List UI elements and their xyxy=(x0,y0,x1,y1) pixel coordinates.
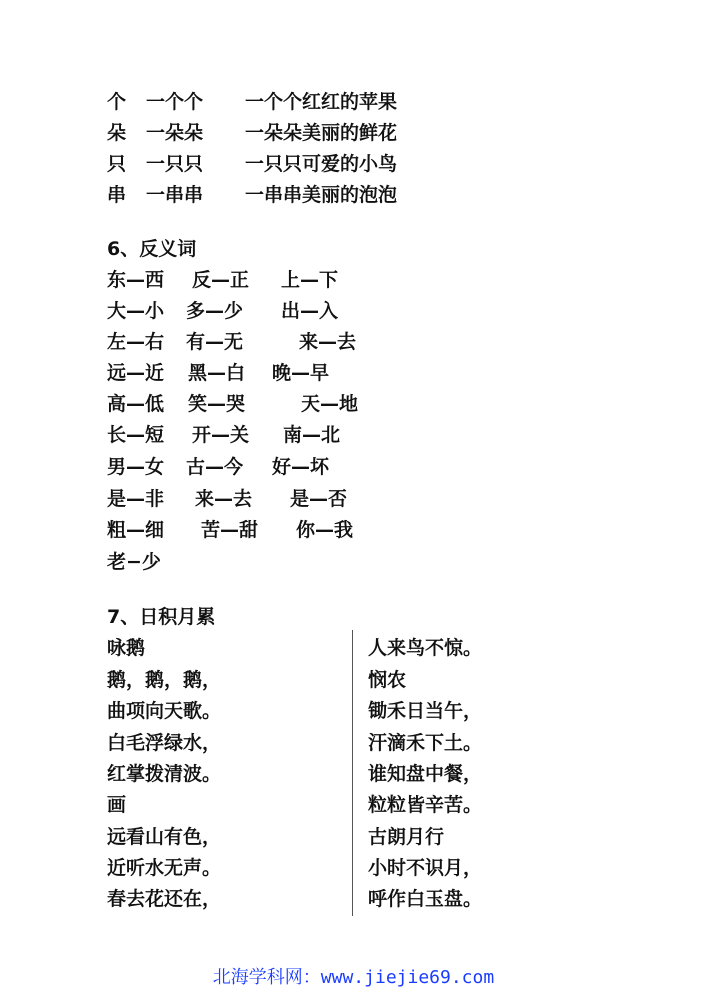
column-divider xyxy=(352,630,353,916)
antonym-pair: 男—女 xyxy=(107,456,165,478)
measure-word-phrase: 一个个红红的苹果 xyxy=(245,91,398,113)
antonym-pair: 粗—细 xyxy=(107,519,165,541)
poem-line-left: 春去花还在， xyxy=(107,888,222,910)
antonym-pair: 笑—哭 xyxy=(188,393,246,415)
antonym-pair: 你—我 xyxy=(296,519,354,541)
footer-label: 北海学科网： xyxy=(212,967,321,988)
antonym-pair: 是—否 xyxy=(290,488,348,510)
antonym-pair: 古—今 xyxy=(186,456,244,478)
antonym-pair: 好—坏 xyxy=(272,456,330,478)
measure-word: 个 xyxy=(107,91,127,113)
antonym-pair: 东—西 xyxy=(107,269,165,291)
antonym-pair: 远—近 xyxy=(107,362,165,384)
poem-line-right: 小时不识月， xyxy=(368,857,483,879)
poem-line-left: 咏鹅 xyxy=(107,637,146,659)
antonym-pair: 上—下 xyxy=(281,269,339,291)
poem-line-right: 粒粒皆辛苦。 xyxy=(368,794,483,816)
measure-word-phrase: 一只只可爱的小鸟 xyxy=(245,153,398,175)
poem-line-left: 白毛浮绿水， xyxy=(107,732,222,754)
measure-word-phrase: 一朵朵美丽的鲜花 xyxy=(245,122,398,144)
measure-word: 朵 xyxy=(107,122,127,144)
antonym-pair: 苦—甜 xyxy=(201,519,259,541)
poem-line-left: 鹅，鹅，鹅， xyxy=(107,669,222,691)
antonym-pair: 左—右 xyxy=(107,331,165,353)
poem-line-right: 悯农 xyxy=(368,669,407,691)
antonym-pair: 黑—白 xyxy=(188,362,246,384)
poem-line-left: 红掌拨清波。 xyxy=(107,763,222,785)
antonym-pair: 晚—早 xyxy=(272,362,330,384)
poem-line-left: 曲项向天歌。 xyxy=(107,700,222,722)
measure-word-repeat: 一只只 xyxy=(146,153,204,175)
antonym-pair: 高—低 xyxy=(107,393,165,415)
poem-line-right: 汗滴禾下土。 xyxy=(368,732,483,754)
antonym-pair: 长—短 xyxy=(107,424,165,446)
measure-word-repeat: 一串串 xyxy=(146,184,204,206)
poem-line-right: 古朗月行 xyxy=(368,826,445,848)
measure-word-phrase: 一串串美丽的泡泡 xyxy=(245,184,398,206)
poem-line-right: 呼作白玉盘。 xyxy=(368,888,483,910)
footer-watermark xyxy=(0,966,707,990)
antonym-pair: 反—正 xyxy=(192,269,250,291)
antonym-pair: 是—非 xyxy=(107,488,165,510)
poem-line-right: 锄禾日当午， xyxy=(368,700,483,722)
antonym-pair: 多—少 xyxy=(186,300,244,322)
poem-line-left: 近听水无声。 xyxy=(107,857,222,879)
footer-url: www.jiejie69.com xyxy=(320,967,495,988)
antonym-pair: 开—关 xyxy=(192,424,250,446)
antonym-pair: 南—北 xyxy=(283,424,341,446)
section-heading-poems: 7、日积月累 xyxy=(107,606,216,628)
poem-line-right: 人来鸟不惊。 xyxy=(368,637,483,659)
poem-line-right: 谁知盘中餐， xyxy=(368,763,483,785)
measure-word-repeat: 一朵朵 xyxy=(146,122,204,144)
poem-line-left: 远看山有色， xyxy=(107,826,222,848)
antonym-pair: 来—去 xyxy=(195,488,253,510)
antonym-pair: 老−少 xyxy=(107,551,161,573)
section-heading-antonyms: 6、反义词 xyxy=(107,238,197,260)
measure-word: 只 xyxy=(107,153,127,175)
antonym-pair: 大—小 xyxy=(107,300,165,322)
measure-word: 串 xyxy=(107,184,127,206)
measure-word-repeat: 一个个 xyxy=(146,91,204,113)
antonym-pair: 有—无 xyxy=(186,331,244,353)
antonym-pair: 来—去 xyxy=(299,331,357,353)
poem-line-left: 画 xyxy=(107,794,127,816)
antonym-pair: 天—地 xyxy=(301,393,359,415)
antonym-pair: 出—入 xyxy=(281,300,339,322)
